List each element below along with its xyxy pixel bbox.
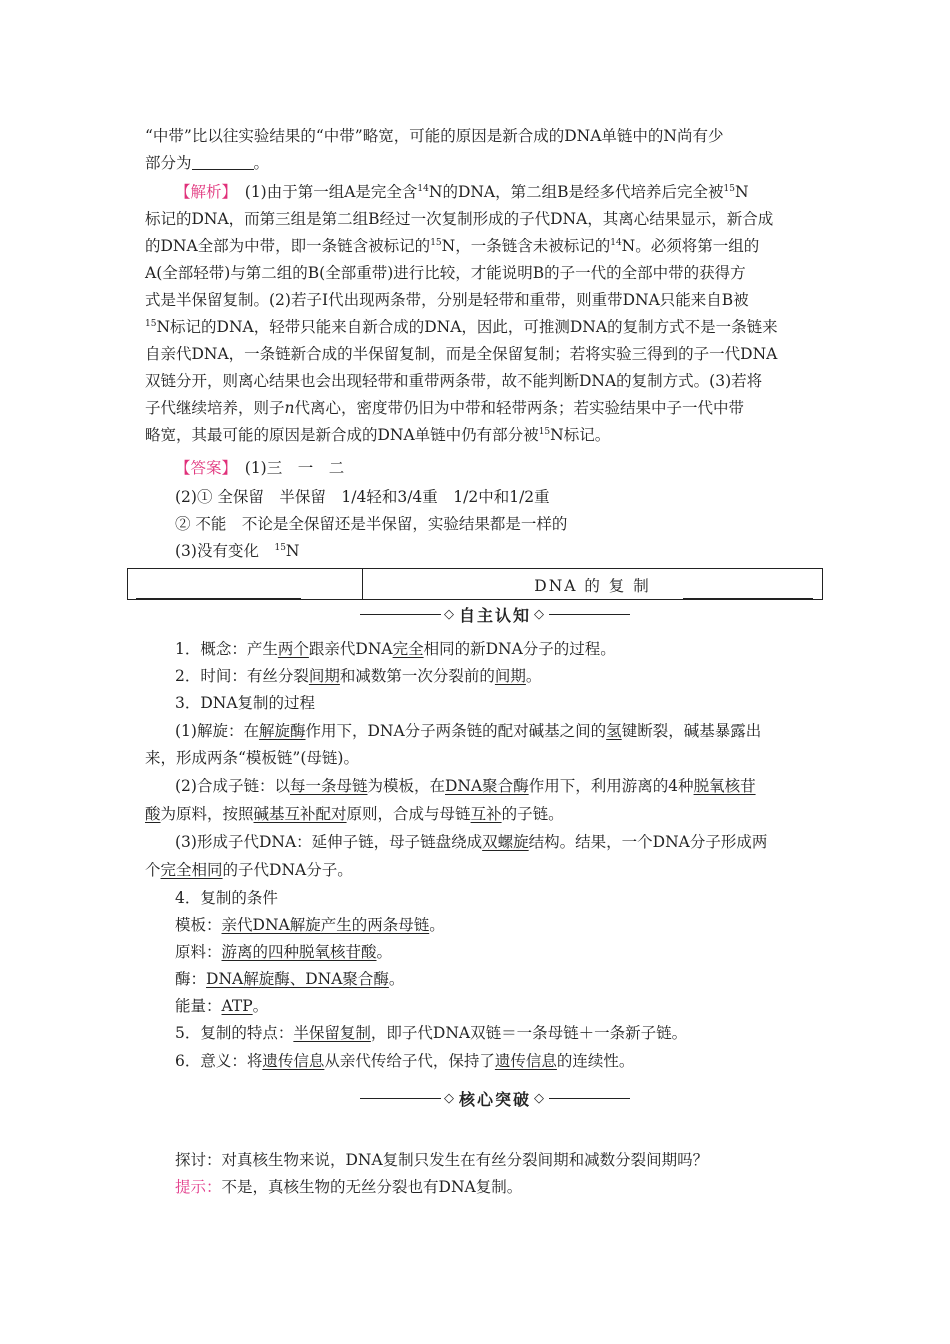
intro-line-1: “中带”比以往实验结果的“中带”略宽，可能的原因是新合成的DNA单链中的N尚有少 [145,127,724,145]
box-title: DNA 的 复 制 [534,577,651,595]
answer-line-1: 【答案】 (1)三 一 二 [175,459,345,477]
condition-template: 模板：亲代DNA解旋产生的两条母链。 [175,916,445,934]
analysis-label: 【解析】 [175,183,230,201]
condition-energy: 能量：ATP。 [175,997,269,1015]
discussion-hint: 提示：不是，真核生物的无丝分裂也有DNA复制。 [175,1178,523,1196]
hint-label: 提示： [175,1178,222,1196]
section-heading-self-study: ◇ 自主认知 ◇ [360,603,630,625]
diamond-icon: ◇ [534,1090,547,1106]
analysis-line-4: A(全部轻带)与第二组的B(全部重带)进行比较，才能说明B的子一代的全部中带的获得方 [145,264,746,282]
item-1: 1．概念：产生两个跟亲代DNA完全相同的新DNA分子的过程。 [175,640,616,658]
item-3: 3．DNA复制的过程 [175,694,316,712]
item-6: 6．意义：将遗传信息从亲代传给子代，保持了遗传信息的连续性。 [175,1052,635,1070]
process-3: (3)形成子代DNA：延伸子链，母子链盘绕成双螺旋结构。结果，一个DNA分子形成两 [175,833,768,851]
intro-line-2: 部分为 。 [145,154,270,172]
analysis-line-5: 式是半保留复制。(2)若子Ⅰ代出现两条带，分别是轻带和重带，则重带DNA只能来自B被 [145,291,749,309]
answer-line-3: ② 不能 不论是全保留还是半保留，实验结果都是一样的 [175,515,568,533]
item-4: 4．复制的条件 [175,889,278,907]
process-2-cont: 酸为原料，按照碱基互补配对原则，合成与母链互补的子链。 [145,805,564,823]
analysis-line-7: 自亲代DNA，一条链新合成的半保留复制，而是全保留复制；若将实验三得到的子一代DNA [145,345,778,363]
diamond-icon: ◇ [534,606,547,622]
process-2: (2)合成子链：以每一条母链为模板，在DNA聚合酶作用下，利用游离的4种脱氧核苷 [175,777,756,795]
condition-material: 原料：游离的四种脱氧核苷酸。 [175,943,393,961]
process-3-cont: 个完全相同的子代DNA分子。 [145,861,353,879]
analysis-line-6: $^{15}$N标记的DNA，轻带只能来自新合成的DNA，因此，可推测DNA的复制方式不是一条链来 [145,318,778,336]
diamond-icon: ◇ [444,1090,456,1106]
discussion-question: 探讨：对真核生物来说，DNA复制只发生在有丝分裂间期和减数分裂间期吗？ [175,1151,709,1169]
analysis-line-9: 子代继续培养，则子n代离心，密度带仍旧为中带和轻带两条；若实验结果中子一代中带 [145,399,745,417]
answer-label: 【答案】 [175,459,230,477]
answer-line-2: (2)① 全保留 半保留 1/4轻和3/4重 1/2中和1/2重 [175,488,550,506]
box-underline-right [683,598,813,599]
box-underline-left [136,598,301,599]
analysis-line-1: 【解析】 (1)由于第一组A是完全含$^{14}$N的DNA，第二组B是经多代培养后完全被$^{15}$N [175,183,749,201]
item-5: 5．复制的特点：半保留复制，即子代DNA双链＝一条母链＋一条新子链。 [175,1024,688,1042]
analysis-line-8: 双链分开，则离心结果也会出现轻带和重带两条带，故不能判断DNA的复制方式。(3)若将 [145,372,763,390]
process-1-cont: 来，形成两条“模板链”(母链)。 [145,749,359,767]
section-title-box [127,568,823,600]
item-2: 2．时间：有丝分裂间期和减数第一次分裂前的间期。 [175,667,542,685]
section-heading-core: ◇ 核心突破 ◇ [360,1087,630,1109]
answer-blank [192,156,254,170]
process-1: (1)解旋：在解旋酶作用下，DNA分子两条链的配对碱基之间的氢键断裂，碱基暴露出 [175,722,762,740]
diamond-icon: ◇ [444,606,456,622]
analysis-line-3: 的DNA全部为中带，即一条链含被标记的$^{15}$N，一条链含未被标记的$^{14}$N。必须将第一组的 [145,237,760,255]
analysis-line-10: 略宽，其最可能的原因是新合成的DNA单链中仍有部分被$^{15}$N标记。 [145,426,611,444]
analysis-line-2: 标记的DNA，而第三组是第二组B经过一次复制形成的子代DNA，其离心结果显示，新合成 [145,210,774,228]
condition-enzyme: 酶：DNA解旋酶、DNA聚合酶。 [175,970,405,988]
answer-line-4: (3)没有变化 $^{15}$N [175,542,300,560]
